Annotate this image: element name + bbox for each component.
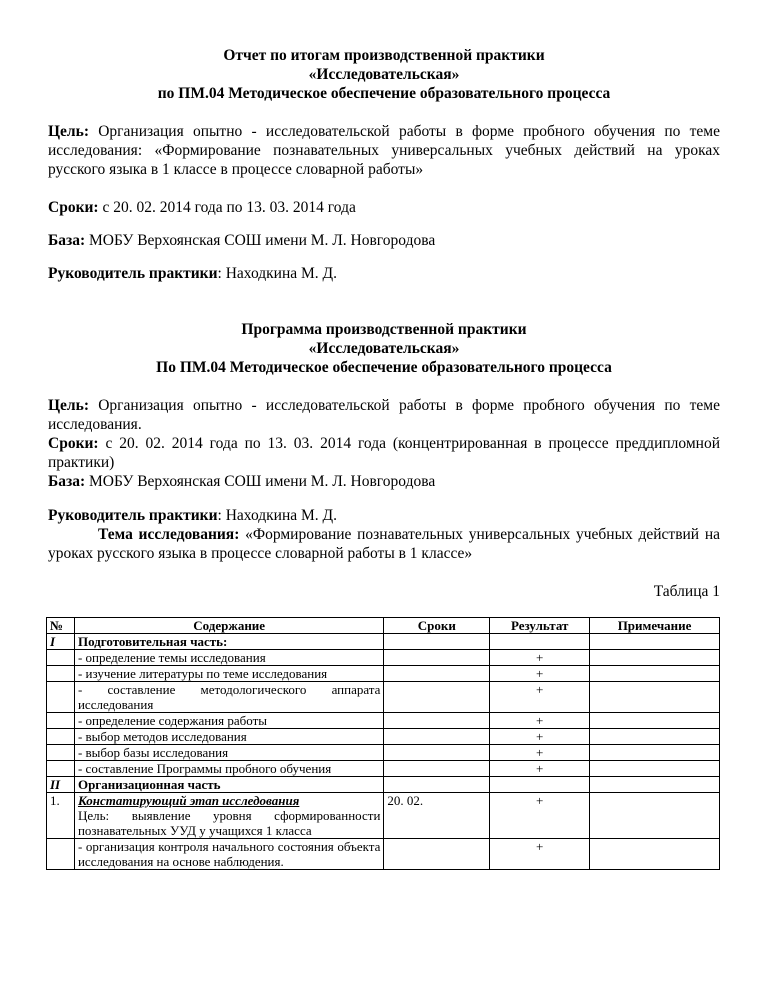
row-num: [47, 713, 75, 729]
header-num: №: [47, 618, 75, 634]
row-num: [47, 682, 75, 713]
row-content: - выбор методов исследования: [74, 729, 383, 745]
row-dates: [384, 839, 490, 870]
report-title-line1: Отчет по итогам производственной практики: [223, 47, 545, 64]
table-row: [47, 793, 720, 839]
row-result: +: [490, 682, 590, 713]
report-title: [48, 46, 720, 103]
row-note: [590, 634, 720, 650]
table-row: [47, 650, 720, 666]
table-row: [47, 745, 720, 761]
row-content: - организация контроля начального состояния объекта исследования на основе наблюдения.: [74, 839, 383, 870]
row-note: [590, 839, 720, 870]
row-content: [74, 793, 383, 839]
row-dates: [384, 713, 490, 729]
row-result: +: [490, 761, 590, 777]
row-note: [590, 793, 720, 839]
program-topic: [48, 525, 720, 563]
row-content: - составление Программы пробного обучения: [74, 761, 383, 777]
table-row: [47, 713, 720, 729]
row-dates: [384, 650, 490, 666]
program-terms-text: с 20. 02. 2014 года по 13. 03. 2014 года (концентрированная в процессе преддипломной практики): [48, 435, 720, 471]
row-result: [490, 777, 590, 793]
table-row: [47, 729, 720, 745]
report-terms-text: с 20. 02. 2014 года по 13. 03. 2014 года: [98, 199, 356, 216]
row-num: 1.: [47, 793, 75, 839]
report-title-line3: по ПМ.04 Методическое обеспечение образовательного процесса: [157, 85, 611, 102]
row-content: - изучение литературы по теме исследования: [74, 666, 383, 682]
row-note: [590, 729, 720, 745]
row-content: Подготовительная часть:: [74, 634, 383, 650]
program-terms: [48, 434, 720, 472]
row-num: [47, 666, 75, 682]
report-terms: [48, 198, 720, 217]
row-content: - выбор базы исследования: [74, 745, 383, 761]
row-num: [47, 761, 75, 777]
report-goal-text: Организация опытно - исследовательской работы в форме пробного обучения по теме исследования: «Формирование познавательных универсальных учебных действий на уроках русского языка в 1 классе в процессе словарной работы»: [48, 123, 720, 178]
report-goal-label: Цель:: [48, 123, 89, 140]
table-row: [47, 777, 720, 793]
program-title-line2: «Исследовательская»: [308, 340, 460, 357]
header-result: Результат: [490, 618, 590, 634]
row-result: +: [490, 666, 590, 682]
row-note: [590, 650, 720, 666]
row-dates: [384, 761, 490, 777]
row-result: +: [490, 650, 590, 666]
row-content: - определение темы исследования: [74, 650, 383, 666]
row-content: Организационная часть: [74, 777, 383, 793]
row-content-text: Цель: выявление уровня сформированности познавательных УУД у учащихся 1 класса: [77, 808, 381, 838]
row-note: [590, 682, 720, 713]
header-dates: Сроки: [384, 618, 490, 634]
row-dates: 20. 02.: [384, 793, 490, 839]
table-row: [47, 682, 720, 713]
program-goal-text: Организация опытно - исследовательской работы в форме пробного обучения по теме исследования.: [48, 397, 720, 433]
row-note: [590, 745, 720, 761]
program-title: [48, 320, 720, 377]
row-result: +: [490, 713, 590, 729]
row-dates: [384, 634, 490, 650]
row-dates: [384, 682, 490, 713]
report-title-line2: «Исследовательская»: [308, 66, 460, 83]
row-num: I: [47, 634, 75, 650]
row-num: II: [47, 777, 75, 793]
row-dates: [384, 729, 490, 745]
row-result: +: [490, 745, 590, 761]
table-row: [47, 666, 720, 682]
report-terms-label: Сроки:: [48, 199, 99, 216]
row-result: +: [490, 729, 590, 745]
program-head-text: : Находкина М. Д.: [217, 507, 338, 524]
program-title-line1: Программа производственной практики: [241, 321, 527, 338]
row-dates: [384, 777, 490, 793]
header-note: Примечание: [590, 618, 720, 634]
report-head-label: Руководитель практики: [48, 265, 218, 282]
row-num: [47, 729, 75, 745]
program-topic-text: «Формирование познавательных универсальных учебных действий на уроках русского языка в процессе словарной работы в 1 классе»: [48, 526, 721, 562]
row-content-title: Констатирующий этап исследования: [77, 793, 300, 808]
table-header-row: [47, 618, 720, 634]
report-base-text: МОБУ Верхоянская СОШ имени М. Л. Новгородова: [85, 232, 436, 249]
program-base-label: База:: [48, 473, 86, 490]
row-content: - составление методологического аппарата исследования: [74, 682, 383, 713]
table-caption: Таблица 1: [653, 583, 720, 600]
row-note: [590, 777, 720, 793]
report-head-text: : Находкина М. Д.: [217, 265, 338, 282]
row-result: [490, 634, 590, 650]
row-dates: [384, 666, 490, 682]
table-row: [47, 839, 720, 870]
row-num: [47, 745, 75, 761]
program-head: [48, 506, 720, 525]
program-terms-label: Сроки:: [48, 435, 99, 452]
report-goal: [48, 122, 720, 179]
report-base: [48, 231, 720, 250]
report-head: [48, 264, 720, 283]
table-row: [47, 634, 720, 650]
row-num: [47, 839, 75, 870]
program-goal: [48, 396, 720, 434]
row-result: +: [490, 793, 590, 839]
row-result: +: [490, 839, 590, 870]
row-num: [47, 650, 75, 666]
program-head-label: Руководитель практики: [48, 507, 218, 524]
program-goal-label: Цель:: [48, 397, 89, 414]
row-note: [590, 761, 720, 777]
program-base: [48, 472, 720, 491]
program-topic-label: Тема исследования:: [98, 526, 240, 543]
row-note: [590, 666, 720, 682]
table-row: [47, 761, 720, 777]
program-title-line3: По ПМ.04 Методическое обеспечение образовательного процесса: [156, 359, 612, 376]
row-dates: [384, 745, 490, 761]
program-table: [46, 617, 720, 870]
row-content: - определение содержания работы: [74, 713, 383, 729]
header-content: Содержание: [74, 618, 383, 634]
program-base-text: МОБУ Верхоянская СОШ имени М. Л. Новгородова: [85, 473, 436, 490]
row-note: [590, 713, 720, 729]
report-base-label: База:: [48, 232, 86, 249]
